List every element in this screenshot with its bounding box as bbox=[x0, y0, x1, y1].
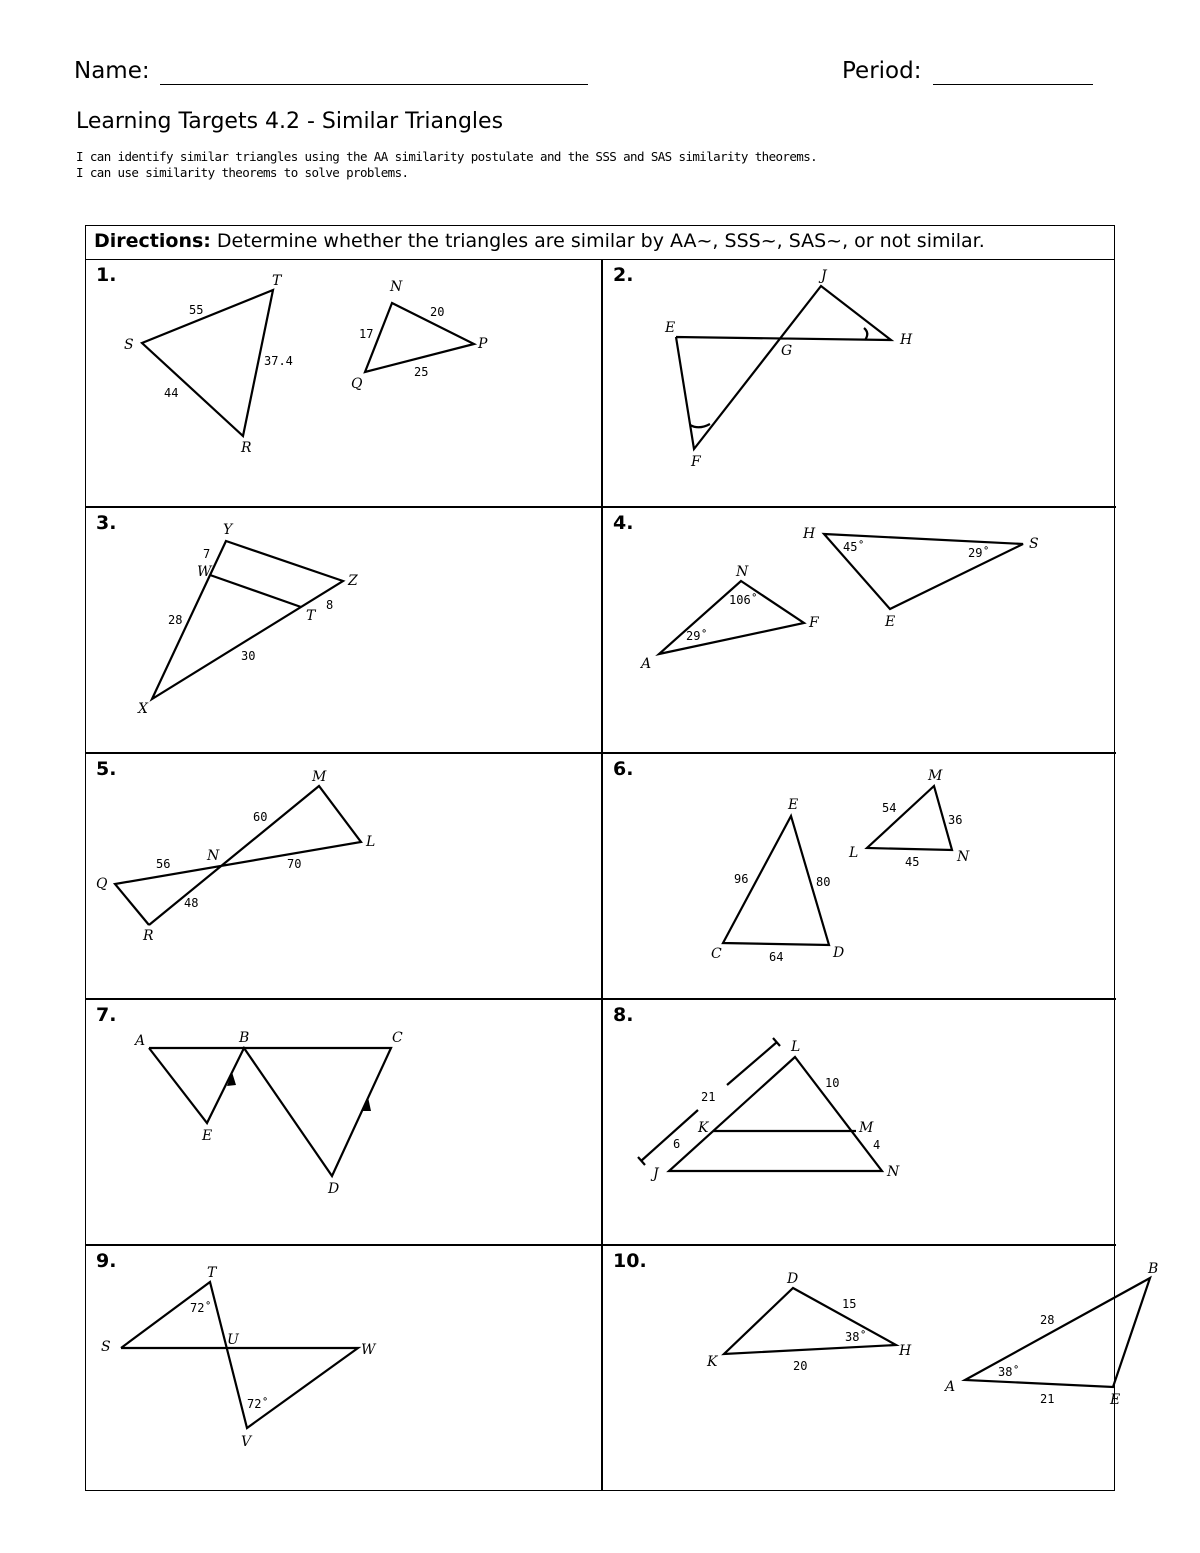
period-label: Period: bbox=[842, 58, 922, 84]
side-measure: 44 bbox=[164, 386, 179, 400]
side-measure: 28 bbox=[1040, 1313, 1055, 1327]
triangle-npq bbox=[365, 303, 474, 372]
vertex-label: F bbox=[809, 615, 819, 631]
vertex-label: E bbox=[885, 614, 896, 630]
vertex-label: P bbox=[478, 336, 488, 352]
angle-measure: 106˚ bbox=[729, 593, 758, 607]
vertex-label: A bbox=[135, 1033, 146, 1049]
side-measure: 6 bbox=[673, 1137, 681, 1151]
vertex-label: Q bbox=[351, 376, 363, 392]
side-measure: 8 bbox=[326, 598, 334, 612]
problem-number: 7. bbox=[96, 1004, 117, 1026]
name-blank-line[interactable] bbox=[160, 84, 588, 85]
vertex-label: D bbox=[328, 1181, 340, 1197]
triangle-mln bbox=[867, 786, 952, 850]
vertex-label: X bbox=[138, 701, 148, 717]
vertex-label: M bbox=[312, 769, 327, 785]
vertex-label: L bbox=[366, 834, 376, 850]
problem-4-figure bbox=[603, 508, 1118, 754]
vertex-label: R bbox=[143, 928, 154, 944]
segment-wt bbox=[210, 575, 301, 607]
vertex-label: H bbox=[899, 1343, 912, 1359]
side-measure: 20 bbox=[793, 1359, 808, 1373]
triangle-dkh bbox=[724, 1288, 896, 1354]
problem-10-figure bbox=[603, 1246, 1159, 1492]
problem-10 bbox=[601, 1244, 1159, 1490]
vertex-label: S bbox=[124, 337, 134, 353]
vertex-label: N bbox=[207, 848, 220, 864]
period-blank-line[interactable] bbox=[933, 84, 1093, 85]
triangle-ljn bbox=[669, 1057, 882, 1171]
vertex-label: W bbox=[361, 1342, 376, 1358]
side-measure: 80 bbox=[816, 875, 831, 889]
angle-measure: 72˚ bbox=[190, 1301, 212, 1315]
problem-number: 8. bbox=[613, 1004, 634, 1026]
problem-5 bbox=[86, 752, 601, 998]
vertex-label: T bbox=[306, 608, 316, 624]
bowtie-triangles bbox=[121, 1282, 358, 1428]
problem-number: 2. bbox=[613, 264, 634, 286]
vertex-label: B bbox=[239, 1030, 250, 1046]
problem-number: 9. bbox=[96, 1250, 117, 1272]
side-measure: 70 bbox=[287, 857, 302, 871]
problem-1-figure bbox=[86, 260, 601, 506]
problem-number: 4. bbox=[613, 512, 634, 534]
vertex-label: G bbox=[781, 343, 793, 359]
vertex-label: S bbox=[1029, 536, 1039, 552]
vertex-label: T bbox=[272, 273, 282, 289]
problem-8 bbox=[601, 998, 1116, 1244]
vertex-label: D bbox=[833, 945, 845, 961]
problem-7-figure bbox=[86, 1000, 601, 1246]
vertex-label: C bbox=[392, 1030, 403, 1046]
vertex-label: H bbox=[803, 526, 816, 542]
side-measure: 17 bbox=[359, 327, 374, 341]
problem-7 bbox=[86, 998, 601, 1244]
side-measure: 21 bbox=[1040, 1392, 1055, 1406]
vertex-label: N bbox=[390, 279, 403, 295]
vertex-label: L bbox=[849, 845, 859, 861]
bowtie-triangles bbox=[115, 786, 361, 925]
side-measure: 64 bbox=[769, 950, 784, 964]
problem-2-figure bbox=[603, 260, 1118, 506]
vertex-label: M bbox=[859, 1120, 874, 1136]
vertex-label: S bbox=[101, 1339, 111, 1355]
vertex-label: H bbox=[900, 332, 913, 348]
side-measure: 37.4 bbox=[264, 354, 293, 368]
angle-measure: 45˚ bbox=[843, 540, 865, 554]
vertex-label: Y bbox=[223, 522, 233, 538]
side-measure: 48 bbox=[184, 896, 199, 910]
problem-1 bbox=[86, 260, 601, 506]
name-label: Name: bbox=[74, 58, 150, 84]
problem-9-figure bbox=[86, 1246, 601, 1492]
side-measure: 25 bbox=[414, 365, 429, 379]
vertex-label: E bbox=[788, 797, 799, 813]
side-measure: 54 bbox=[882, 801, 897, 815]
triangles-abe-bcd bbox=[149, 1048, 391, 1176]
angle-mark-f bbox=[690, 424, 710, 427]
problem-grid bbox=[86, 260, 1159, 1490]
problem-3-figure bbox=[86, 508, 601, 754]
triangle-bae bbox=[965, 1278, 1150, 1387]
side-measure: 10 bbox=[825, 1076, 840, 1090]
vertex-label: N bbox=[887, 1164, 900, 1180]
vertex-label: U bbox=[227, 1332, 239, 1348]
vertex-label: Q bbox=[96, 876, 108, 892]
vertex-label: J bbox=[821, 268, 827, 284]
side-measure: 45 bbox=[905, 855, 920, 869]
vertex-label: E bbox=[1110, 1392, 1121, 1408]
vertex-label: L bbox=[791, 1039, 801, 1055]
learning-target-2: I can use similarity theorems to solve problems. bbox=[76, 165, 409, 180]
problem-number: 6. bbox=[613, 758, 634, 780]
angle-mark-h bbox=[864, 328, 867, 340]
angle-measure: 72˚ bbox=[247, 1397, 269, 1411]
angle-measure: 38˚ bbox=[845, 1330, 867, 1344]
problem-2 bbox=[601, 260, 1116, 506]
vertex-label: F bbox=[691, 454, 701, 470]
vertex-label: W bbox=[197, 564, 212, 580]
side-measure: 56 bbox=[156, 857, 171, 871]
vertex-label: B bbox=[1148, 1261, 1159, 1277]
vertex-label: N bbox=[957, 849, 970, 865]
learning-target-1: I can identify similar triangles using the AA similarity postulate and the SSS and SAS similarity theorems. bbox=[76, 149, 818, 164]
problem-number: 5. bbox=[96, 758, 117, 780]
vertex-label: M bbox=[928, 768, 943, 784]
side-measure: 28 bbox=[168, 613, 183, 627]
angle-measure: 38˚ bbox=[998, 1365, 1020, 1379]
vertex-label: A bbox=[641, 656, 652, 672]
directions-text: Determine whether the triangles are similar by AA~, SSS~, SAS~, or not similar. bbox=[210, 230, 985, 252]
side-measure: 15 bbox=[842, 1297, 857, 1311]
vertex-label: R bbox=[241, 440, 252, 456]
side-measure: 21 bbox=[701, 1090, 716, 1104]
side-measure: 20 bbox=[430, 305, 445, 319]
angle-measure: 29˚ bbox=[686, 629, 708, 643]
problem-number: 3. bbox=[96, 512, 117, 534]
side-measure: 60 bbox=[253, 810, 268, 824]
side-measure: 30 bbox=[241, 649, 256, 663]
problem-6 bbox=[601, 752, 1116, 998]
vertex-label: K bbox=[707, 1354, 718, 1370]
vertex-label: A bbox=[945, 1379, 956, 1395]
problem-6-figure bbox=[603, 754, 1118, 1000]
side-measure: 55 bbox=[189, 303, 204, 317]
problem-sheet bbox=[85, 225, 1159, 1491]
problem-number: 10. bbox=[613, 1250, 647, 1272]
vertex-label: T bbox=[207, 1265, 217, 1281]
vertex-label: Z bbox=[348, 573, 358, 589]
directions-row bbox=[86, 226, 1114, 260]
page-title: Learning Targets 4.2 - Similar Triangles bbox=[76, 109, 504, 134]
problem-3 bbox=[86, 506, 601, 752]
dimension-line-jl bbox=[727, 1042, 777, 1085]
triangle-str bbox=[142, 290, 273, 436]
problem-9 bbox=[86, 1244, 601, 1490]
angle-measure: 29˚ bbox=[968, 546, 990, 560]
vertex-label: J bbox=[653, 1166, 659, 1182]
triangle-nfa bbox=[659, 581, 804, 654]
problem-4 bbox=[601, 506, 1116, 752]
vertex-label: K bbox=[698, 1120, 709, 1136]
side-measure: 4 bbox=[873, 1138, 881, 1152]
vertex-label: N bbox=[736, 564, 749, 580]
vertex-label: C bbox=[711, 946, 722, 962]
problem-8-figure bbox=[603, 1000, 1118, 1246]
problem-5-figure bbox=[86, 754, 601, 1000]
directions-label: Directions: bbox=[94, 230, 211, 252]
vertex-label: V bbox=[241, 1434, 252, 1450]
vertex-label: E bbox=[202, 1128, 213, 1144]
side-measure: 7 bbox=[203, 547, 211, 561]
side-measure: 96 bbox=[734, 872, 749, 886]
problem-number: 1. bbox=[96, 264, 117, 286]
vertex-label: D bbox=[787, 1271, 799, 1287]
vertex-label: E bbox=[665, 320, 676, 336]
side-measure: 36 bbox=[948, 813, 963, 827]
